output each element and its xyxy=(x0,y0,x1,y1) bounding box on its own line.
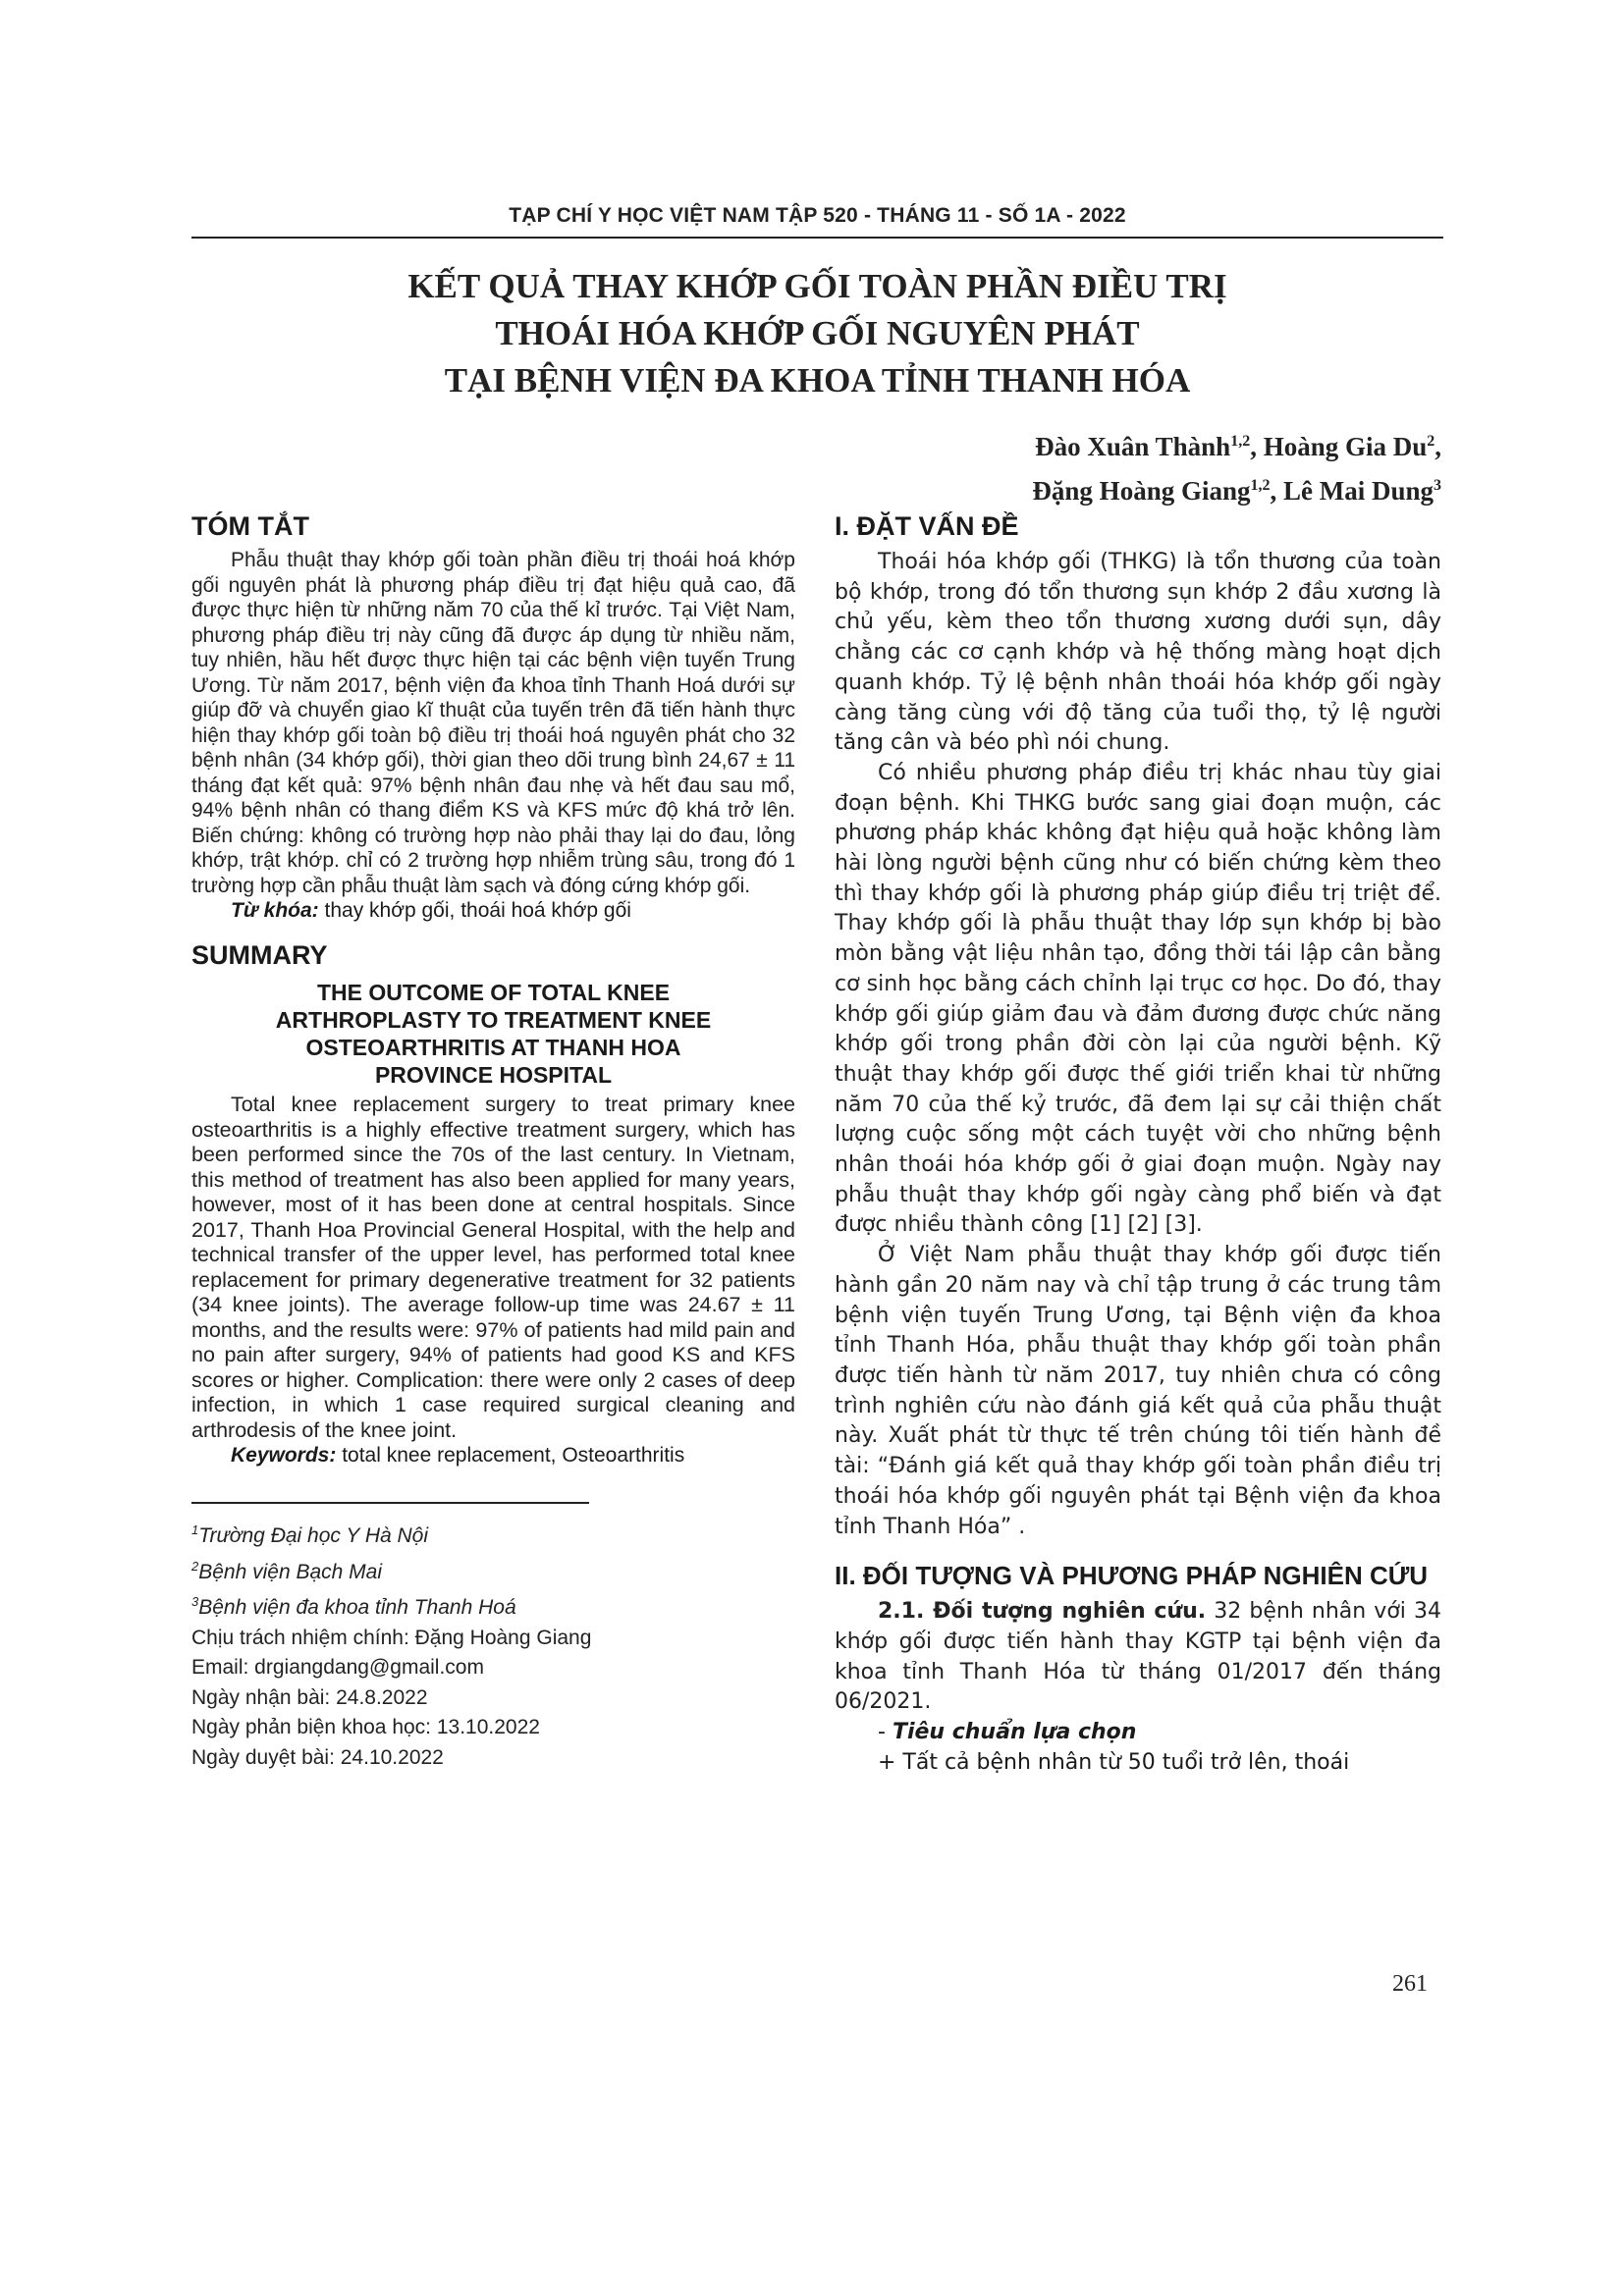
article-title xyxy=(191,263,1443,404)
criteria-item: + Tất cả bệnh nhân từ 50 tuổi trở lên, thoái xyxy=(878,1749,1350,1775)
contact-email: Email: drgiangdang@gmail.com xyxy=(191,1656,484,1679)
author-line-1: Đào Xuân Thành$^{1,2}$, Hoàng Gia Du$^2$, xyxy=(1035,432,1441,461)
footnote-text: Bệnh viện Bạch Mai xyxy=(198,1560,383,1583)
keywords-en xyxy=(191,1443,795,1468)
footnote-affiliation-1 xyxy=(191,1516,795,1552)
keywords-vi xyxy=(191,898,795,924)
section-2-heading: II. ĐỐI TƯỢNG VÀ PHƯƠNG PHÁP NGHIÊN CỨU xyxy=(835,1561,1429,1591)
date-received: Ngày nhận bài: 24.8.2022 xyxy=(191,1685,428,1709)
criteria-heading xyxy=(835,1718,1441,1748)
section-1-heading: I. ĐẶT VẤN ĐỀ xyxy=(835,511,1019,541)
section-1-paragraph: Ở Việt Nam phẫu thuật thay khớp gối được tiến hành gần 20 năm nay và chỉ tập trung ở các trung tâm bệnh viện tuyến Trung Ương, tại Bệnh viện đa khoa tỉnh Thanh Hóa, phẫu thuật thay khớp gối toàn phần được tiến hành từ năm 2017, tuy nhiên chưa có công trình nghiên cứu nào đánh giá kết quả của phẫu thuật này. Xuất phát từ thực tế trên chúng tôi tiến hành đề tài: “Đánh giá kết quả thay khớp gối toàn phần điều trị thoái hóa khớp gối nguyên phát tại Bệnh viện đa khoa tỉnh Thanh Hóa” . xyxy=(835,1243,1441,1539)
author-name: Đào Xuân Thành xyxy=(1035,432,1231,461)
footnote-marker: 1 xyxy=(191,1522,199,1537)
author-affiliation: 3 xyxy=(1434,477,1441,494)
criteria-label: Tiêu chuẩn lựa chọn xyxy=(892,1720,1137,1745)
footnote-text: Bệnh viện đa khoa tỉnh Thanh Hoá xyxy=(198,1596,516,1619)
title-line-1: KẾT QUẢ THAY KHỚP GỐI TOÀN PHẦN ĐIỀU TRỊ xyxy=(407,267,1227,305)
journal-header: TẠP CHÍ Y HỌC VIỆT NAM TẬP 520 - THÁNG 11 - SỐ 1A - 2022 xyxy=(509,204,1126,227)
section-1-paragraph: Có nhiều phương pháp điều trị khác nhau tùy giai đoạn bệnh. Khi THKG bước sang giai đoạn muộn, các phương pháp khác không đạt hiệu quả hoặc không làm hài lòng người bệnh cũng như có biến chứng kèm theo thì thay khớp gối là phương pháp giúp điều trị triệt để. Thay khớp gối là phẫu thuật thay lớp sụn khớp bị bào mòn bằng vật liệu nhân tạo, đồng thời tái lập cân bằng cơ sinh học bằng cách chỉnh lại trục cơ học. Do đó, thay khớp gối giúp giảm đau và đảm đương được chức năng khớp gối trong phần đời còn lại của người bệnh. Kỹ thuật thay khớp gối được thế giới triển khai từ những năm 70 của thế kỷ trước, đã đem lại sự cải thiện chất lượng cuộc sống một cách tuyệt vời cho những bệnh nhân thoái hóa khớp gối ở giai đoạn muộn. Ngày nay phẫu thuật thay khớp gối ngày càng phổ biến và đạt được nhiều thành công [1] [2] [3]. xyxy=(835,760,1441,1238)
title-line-2: THOÁI HÓA KHỚP GỐI NGUYÊN PHÁT xyxy=(495,314,1140,352)
abstract-en-text: Total knee replacement surgery to treat primary knee osteoarthritis is a highly effective treatment surgery, which has been performed since the 70s of the last century. In Vietnam, this method of treatment has also been applied for many years, however, most of it has been done at central hospitals. Since 2017, Thanh Hoa Provincial General Hospital, with the help and technical transfer of the upper level, has performed total knee replacement for primary degenerative treatment for 32 patients (34 knee joints). The average follow-up time was 24.67 ± 11 months, and the results were: 97% of patients had mild pain and no pain after surgery, 94% of patients had good KS and KFS scores or higher. Complication: there were only 2 cases of deep infection, in which 1 case required surgical cleaning and arthrodesis of the knee joint. xyxy=(191,1093,795,1442)
section-2-1-paragraph xyxy=(835,1597,1441,1718)
author-affiliation: 1,2 xyxy=(1250,477,1271,494)
date-reviewed: Ngày phản biện khoa học: 13.10.2022 xyxy=(191,1716,540,1738)
english-title xyxy=(191,979,795,1089)
subsection-text: 32 bệnh nhân với 34 khớp gối được tiến hành thay KGTP tại bệnh viện đa khoa tỉnh Thanh Hóa từ tháng 01/2017 đến tháng 06/2021. xyxy=(835,1599,1441,1715)
author-affiliation: 2 xyxy=(1427,433,1435,450)
title-line-3: TẠI BỆNH VIỆN ĐA KHOA TỈNH THANH HÓA xyxy=(444,361,1191,400)
footnote-marker: 2 xyxy=(191,1558,199,1574)
keywords-value: thay khớp gối, thoái hoá khớp gối xyxy=(318,899,631,922)
footnote-rule xyxy=(191,1502,589,1504)
keywords-label: Từ khóa: xyxy=(231,899,319,922)
right-column xyxy=(835,508,1441,1778)
abstract-vi-text: Phẫu thuật thay khớp gối toàn phần điều trị thoái hoá khớp gối nguyên phát là phương pháp điều trị đạt hiệu quả cao, đã được thực hiện từ những năm 70 của thế kỉ trước. Tại Việt Nam, phương pháp điều trị này cũng đã được áp dụng từ nhiều năm, tuy nhiên, hầu hết được thực hiện tại các bệnh viện tuyến Trung Ương. Từ năm 2017, bệnh viện đa khoa tỉnh Thanh Hoá dưới sự giúp đỡ và chuyển giao kĩ thuật của tuyến trên đã tiến hành thực hiện thay khớp gối toàn bộ điều trị thoái hoá nguyên phát cho 32 bệnh nhân (34 khớp gối), thời gian theo dõi trung bình 24,67 ± 11 tháng đạt kết quả: 97% bệnh nhân đau nhẹ và hết đau sau mổ, 94% bệnh nhân có thang điểm KS và KFS mức độ khá trở lên. Biến chứng: không có trường hợp nào phải thay lại do đau, lỏng khớp, trật khớp. chỉ có 2 trường hợp nhiễm trùng sâu, trong đó 1 trường hợp cần phẫu thuật làm sạch và đóng cứng khớp gối. xyxy=(191,549,795,897)
footnote-text: Trường Đại học Y Hà Nội xyxy=(198,1524,429,1547)
list-dash: - xyxy=(878,1720,893,1745)
author-name: Lê Mai Dung xyxy=(1282,476,1434,506)
keywords-label: Keywords: xyxy=(231,1444,337,1467)
english-title-line: THE OUTCOME OF TOTAL KNEE xyxy=(316,980,671,1005)
author-affiliation: 1,2 xyxy=(1230,433,1251,450)
footnote-affiliation-2 xyxy=(191,1552,795,1588)
author-list xyxy=(1032,422,1441,510)
abstract-vi-heading: TÓM TẮT xyxy=(191,511,309,541)
subsection-label: 2.1. Đối tượng nghiên cứu. xyxy=(878,1599,1207,1625)
footnotes xyxy=(191,1516,795,1773)
header-rule xyxy=(191,237,1443,239)
english-title-line: ARTHROPLASTY TO TREATMENT KNEE xyxy=(275,1007,712,1033)
footnote-affiliation-3 xyxy=(191,1587,795,1624)
english-title-line: PROVINCE HOSPITAL xyxy=(374,1062,613,1088)
english-title-line: OSTEOARTHRITIS AT THANH HOA xyxy=(305,1035,681,1060)
keywords-value: total knee replacement, Osteoarthritis xyxy=(336,1444,685,1467)
author-name: Hoàng Gia Du xyxy=(1263,432,1428,461)
page-number: 261 xyxy=(1392,1971,1428,1997)
author-name: Đặng Hoàng Giang xyxy=(1032,476,1251,506)
responsible-author: Chịu trách nhiệm chính: Đặng Hoàng Giang xyxy=(191,1626,592,1649)
summary-heading: SUMMARY xyxy=(191,940,328,970)
section-1-paragraph: Thoái hóa khớp gối (THKG) là tổn thương của toàn bộ khớp, trong đó tổn thương sụn khớp 2 đầu xương là chủ yếu, kèm theo tổn thương xương dưới sụn, dây chằng các cơ cạnh khớp và hệ thống màng hoạt dịch quanh khớp. Tỷ lệ bệnh nhân thoái hóa khớp gối ngày càng tăng cùng với độ tăng của tuổi thọ, tỷ lệ người tăng cân và béo phì nói chung. xyxy=(835,550,1441,756)
author-line-2: Đặng Hoàng Giang$^{1,2}$, Lê Mai Dung$^3$ xyxy=(1032,476,1441,506)
footnote-marker: 3 xyxy=(191,1594,199,1609)
date-accepted: Ngày duyệt bài: 24.10.2022 xyxy=(191,1745,444,1769)
left-column xyxy=(191,508,795,1773)
